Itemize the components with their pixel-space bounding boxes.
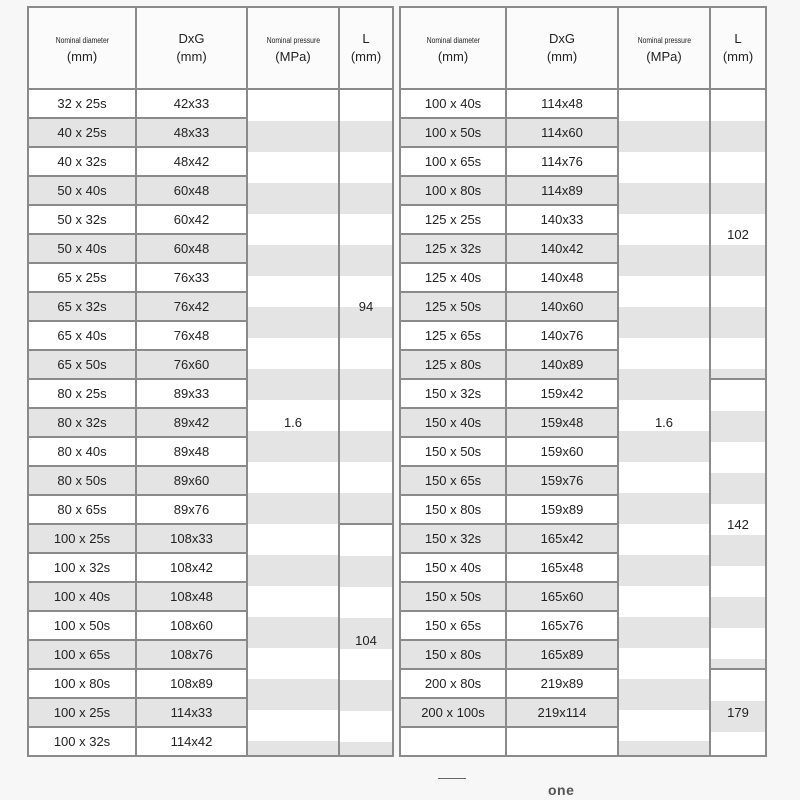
nominal-diameter-cell: 100 x 65s	[400, 147, 506, 176]
dxg-cell: 165x60	[506, 582, 618, 611]
nominal-diameter-cell: 150 x 32s	[400, 379, 506, 408]
dxg-cell: 159x76	[506, 466, 618, 495]
nominal-diameter-cell: 125 x 80s	[400, 350, 506, 379]
dxg-cell: 60x48	[136, 176, 247, 205]
dxg-cell: 89x33	[136, 379, 247, 408]
header-nominal-pressure: Nominal pressure (MPa)	[618, 7, 710, 89]
dxg-cell: 48x33	[136, 118, 247, 147]
header-row	[400, 7, 766, 89]
header-l: L (mm)	[339, 7, 393, 89]
header-row	[28, 7, 393, 89]
length-cell: 102	[710, 89, 766, 379]
nominal-diameter-cell: 50 x 40s	[28, 176, 136, 205]
nominal-diameter-cell: 100 x 32s	[28, 553, 136, 582]
dxg-cell: 165x48	[506, 553, 618, 582]
spec-table-right	[399, 6, 767, 757]
dxg-cell: 114x33	[136, 698, 247, 727]
spec-table-left	[27, 6, 394, 757]
dxg-cell: 140x76	[506, 321, 618, 350]
dxg-cell: 42x33	[136, 89, 247, 118]
dxg-cell: 159x48	[506, 408, 618, 437]
dxg-cell: 108x42	[136, 553, 247, 582]
nominal-diameter-cell: 100 x 80s	[28, 669, 136, 698]
header-l: L (mm)	[710, 7, 766, 89]
nominal-diameter-cell: 200 x 100s	[400, 698, 506, 727]
dxg-cell: 114x60	[506, 118, 618, 147]
dxg-cell: 114x89	[506, 176, 618, 205]
nominal-diameter-cell	[400, 727, 506, 756]
dxg-cell: 159x60	[506, 437, 618, 466]
dxg-cell: 219x114	[506, 698, 618, 727]
header-nominal-diameter: Nominal diameter (mm)	[400, 7, 506, 89]
nominal-diameter-cell: 100 x 80s	[400, 176, 506, 205]
nominal-diameter-cell: 80 x 25s	[28, 379, 136, 408]
nominal-diameter-cell: 40 x 32s	[28, 147, 136, 176]
dxg-cell: 165x76	[506, 611, 618, 640]
nominal-diameter-cell: 125 x 65s	[400, 321, 506, 350]
dxg-cell: 76x33	[136, 263, 247, 292]
nominal-diameter-cell: 125 x 25s	[400, 205, 506, 234]
dxg-cell: 89x48	[136, 437, 247, 466]
dxg-cell: 114x76	[506, 147, 618, 176]
dxg-cell: 108x33	[136, 524, 247, 553]
dxg-cell: 140x33	[506, 205, 618, 234]
table-row	[28, 524, 393, 553]
dxg-cell: 114x48	[506, 89, 618, 118]
dxg-cell: 89x42	[136, 408, 247, 437]
nominal-diameter-cell: 150 x 32s	[400, 524, 506, 553]
nominal-diameter-cell: 100 x 25s	[28, 524, 136, 553]
dxg-cell: 60x42	[136, 205, 247, 234]
nominal-diameter-cell: 150 x 40s	[400, 408, 506, 437]
nominal-diameter-cell: 125 x 50s	[400, 292, 506, 321]
nominal-diameter-cell: 150 x 50s	[400, 437, 506, 466]
dxg-cell: 108x76	[136, 640, 247, 669]
nominal-diameter-cell: 100 x 40s	[28, 582, 136, 611]
nominal-diameter-cell: 32 x 25s	[28, 89, 136, 118]
dxg-cell: 89x76	[136, 495, 247, 524]
header-nominal-pressure: Nominal pressure (MPa)	[247, 7, 339, 89]
dxg-cell: 76x42	[136, 292, 247, 321]
nominal-diameter-cell: 80 x 50s	[28, 466, 136, 495]
dxg-cell: 60x48	[136, 234, 247, 263]
nominal-diameter-cell: 80 x 32s	[28, 408, 136, 437]
nominal-diameter-cell: 80 x 65s	[28, 495, 136, 524]
nominal-diameter-cell: 65 x 40s	[28, 321, 136, 350]
nominal-diameter-cell: 50 x 40s	[28, 234, 136, 263]
dxg-cell: 108x89	[136, 669, 247, 698]
pressure-cell: 1.6	[618, 89, 710, 756]
dxg-cell: 89x60	[136, 466, 247, 495]
nominal-diameter-cell: 200 x 80s	[400, 669, 506, 698]
nominal-diameter-cell: 150 x 65s	[400, 611, 506, 640]
dxg-cell: 140x60	[506, 292, 618, 321]
dxg-cell: 108x48	[136, 582, 247, 611]
nominal-diameter-cell: 80 x 40s	[28, 437, 136, 466]
nominal-diameter-cell: 150 x 80s	[400, 495, 506, 524]
footer-text: one	[548, 782, 575, 798]
dxg-cell: 140x48	[506, 263, 618, 292]
length-cell: 179	[710, 669, 766, 756]
table-row	[400, 379, 766, 408]
dxg-cell: 76x48	[136, 321, 247, 350]
table-row	[400, 669, 766, 698]
dxg-cell: 140x42	[506, 234, 618, 263]
dxg-cell: 159x42	[506, 379, 618, 408]
length-cell: 104	[339, 524, 393, 756]
nominal-diameter-cell: 100 x 25s	[28, 698, 136, 727]
pressure-cell: 1.6	[247, 89, 339, 756]
nominal-diameter-cell: 65 x 50s	[28, 350, 136, 379]
dxg-cell: 219x89	[506, 669, 618, 698]
dxg-cell: 114x42	[136, 727, 247, 756]
table-row	[400, 89, 766, 118]
nominal-diameter-cell: 125 x 32s	[400, 234, 506, 263]
dxg-cell: 159x89	[506, 495, 618, 524]
length-cell: 94	[339, 89, 393, 524]
nominal-diameter-cell: 150 x 80s	[400, 640, 506, 669]
nominal-diameter-cell: 150 x 40s	[400, 553, 506, 582]
nominal-diameter-cell: 65 x 32s	[28, 292, 136, 321]
nominal-diameter-cell: 100 x 50s	[400, 118, 506, 147]
nominal-diameter-cell: 50 x 32s	[28, 205, 136, 234]
dxg-cell: 108x60	[136, 611, 247, 640]
header-nominal-diameter: Nominal diameter (mm)	[28, 7, 136, 89]
nominal-diameter-cell: 100 x 50s	[28, 611, 136, 640]
nominal-diameter-cell: 40 x 25s	[28, 118, 136, 147]
nominal-diameter-cell: 150 x 50s	[400, 582, 506, 611]
nominal-diameter-cell: 65 x 25s	[28, 263, 136, 292]
nominal-diameter-cell: 100 x 40s	[400, 89, 506, 118]
dxg-cell: 76x60	[136, 350, 247, 379]
nominal-diameter-cell: 100 x 32s	[28, 727, 136, 756]
dxg-cell: 48x42	[136, 147, 247, 176]
length-cell: 142	[710, 379, 766, 669]
dxg-cell	[506, 727, 618, 756]
nominal-diameter-cell: 125 x 40s	[400, 263, 506, 292]
dxg-cell: 165x42	[506, 524, 618, 553]
header-dxg: DxG (mm)	[506, 7, 618, 89]
dxg-cell: 165x89	[506, 640, 618, 669]
placeholder-dash	[438, 778, 466, 779]
nominal-diameter-cell: 100 x 65s	[28, 640, 136, 669]
header-dxg: DxG (mm)	[136, 7, 247, 89]
table-row	[28, 89, 393, 118]
nominal-diameter-cell: 150 x 65s	[400, 466, 506, 495]
dxg-cell: 140x89	[506, 350, 618, 379]
